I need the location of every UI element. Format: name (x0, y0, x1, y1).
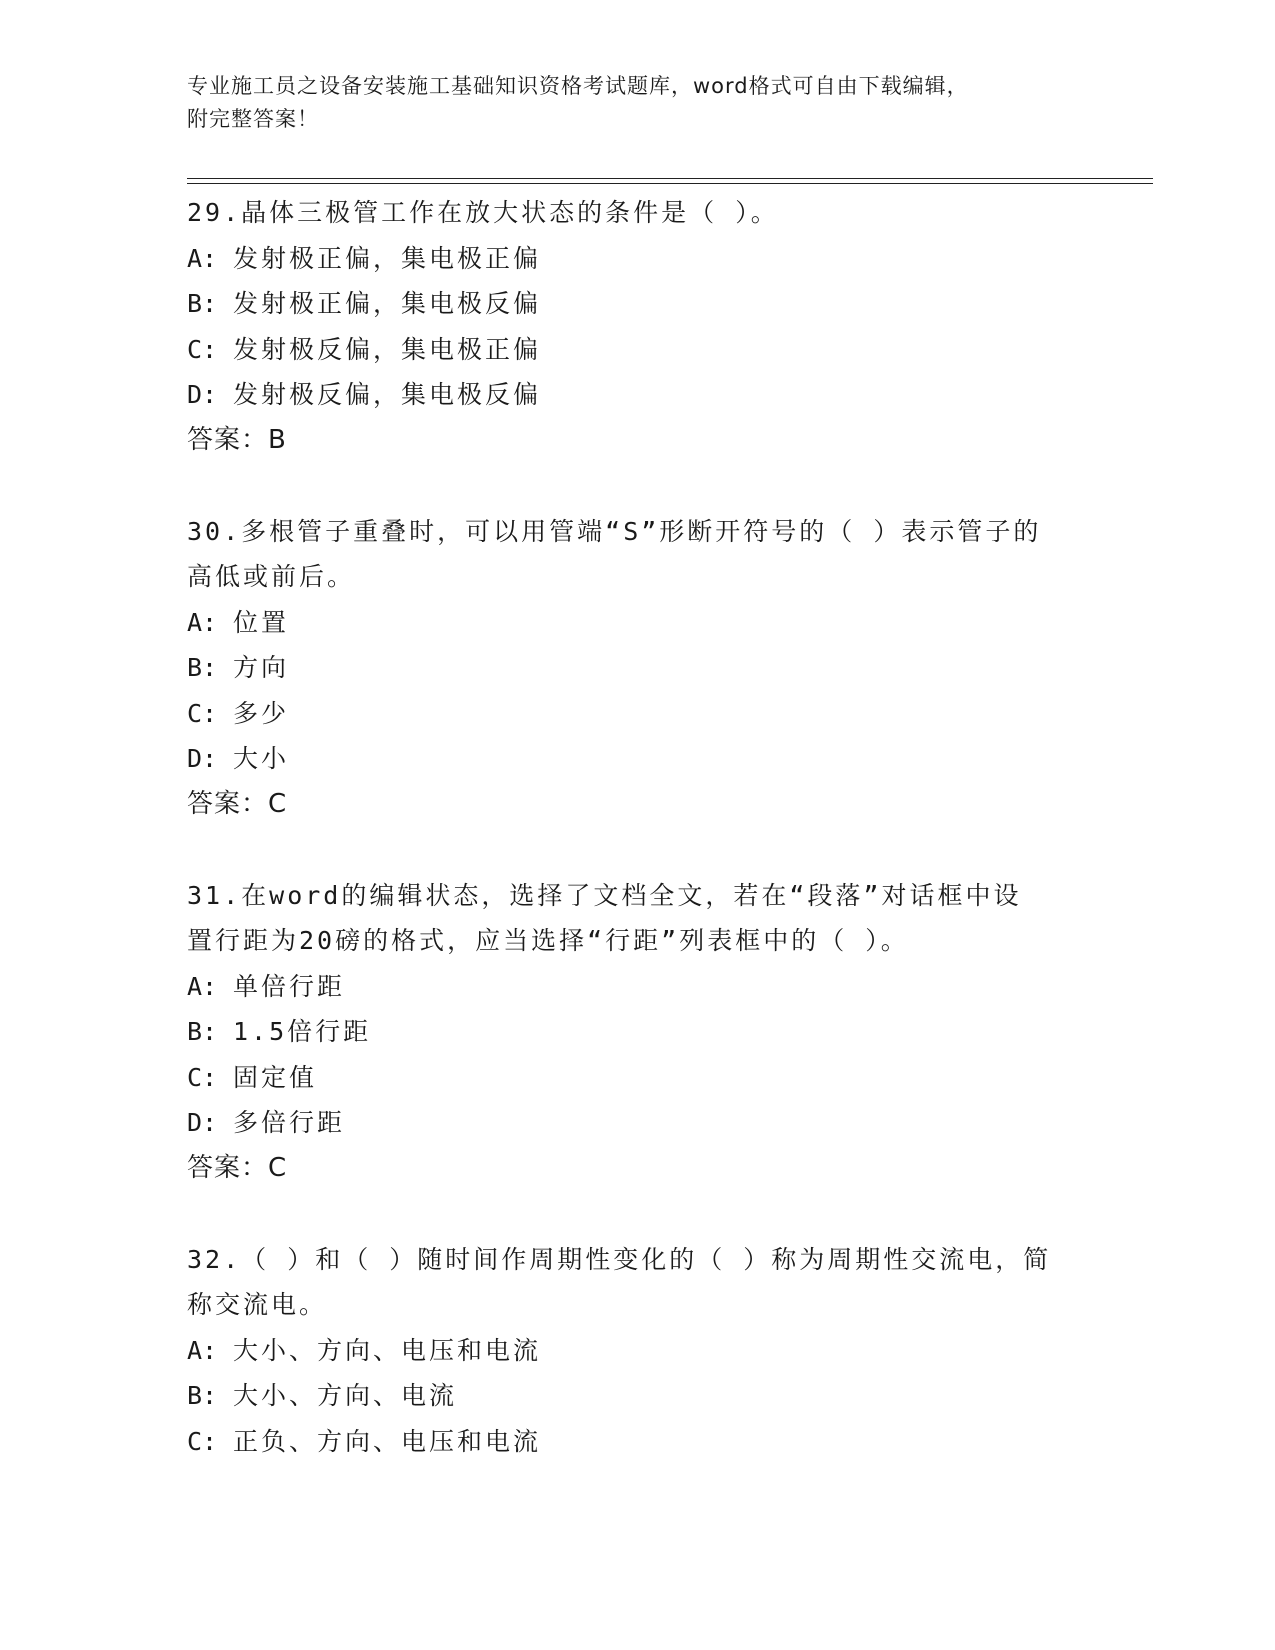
option-b (187, 281, 1087, 327)
option-letter: A: (187, 243, 218, 273)
question-stem: 32.（ ）和（ ）随时间作周期性变化的（ ）称为周期性交流电，简 (187, 1244, 1052, 1274)
option-a (187, 1328, 1087, 1374)
option-letter: C: (187, 334, 218, 364)
option-text: 发射极正偏，集电极反偏 (233, 289, 542, 318)
question-stem: 30.多根管子重叠时，可以用管端“S”形断开符号的（ ）表示管子的 (187, 516, 1042, 546)
header-divider-bottom (187, 183, 1153, 184)
option-letter: B: (187, 1381, 218, 1410)
page-header (187, 70, 1087, 136)
question-stem: 31.在word的编辑状态，选择了文档全文，若在“段落”对话框中设 (187, 880, 1022, 910)
option-text: 发射极反偏，集电极正偏 (233, 334, 542, 364)
option-letter: A: (187, 971, 218, 1001)
option-text: 大小、方向、电压和电流 (233, 1335, 542, 1365)
question-31 (187, 873, 1087, 1192)
option-letter: B: (187, 289, 218, 318)
option-d (187, 736, 1087, 782)
header-line-1: 专业施工员之设备安装施工基础知识资格考试题库，word格式可自由下载编辑， (187, 74, 969, 98)
option-text: 多倍行距 (233, 1108, 346, 1137)
option-text: 正负、方向、电压和电流 (233, 1426, 542, 1456)
question-stem: 29.晶体三极管工作在放大状态的条件是（ ）。 (187, 198, 779, 227)
option-letter: C: (187, 1426, 218, 1456)
option-a (187, 600, 1087, 646)
option-c (187, 327, 1087, 373)
option-a (187, 964, 1087, 1010)
option-c (187, 1055, 1087, 1101)
option-text: 固定值 (233, 1062, 318, 1092)
option-text: 1.5倍行距 (233, 1017, 372, 1046)
question-spacer (187, 827, 1087, 873)
question-30 (187, 509, 1087, 828)
option-text: 方向 (233, 653, 290, 682)
answer-line: 答案：B (187, 424, 287, 455)
answer-line: 答案：C (187, 788, 288, 819)
question-29 (187, 190, 1087, 463)
option-text: 发射极正偏，集电极正偏 (233, 243, 542, 273)
option-b (187, 645, 1087, 691)
option-text: 单倍行距 (233, 971, 346, 1001)
option-b (187, 1373, 1087, 1419)
option-letter: D: (187, 380, 218, 409)
option-a (187, 236, 1087, 282)
option-d (187, 1100, 1087, 1146)
header-line-2: 附完整答案！ (187, 107, 319, 131)
option-text: 发射极反偏，集电极反偏 (233, 380, 542, 409)
option-letter: C: (187, 1062, 218, 1092)
option-text: 大小 (233, 744, 290, 773)
option-letter: B: (187, 1017, 218, 1046)
question-spacer (187, 1191, 1087, 1237)
question-stem-continued: 高低或前后。 (187, 562, 356, 591)
option-c (187, 691, 1087, 737)
question-spacer (187, 463, 1087, 509)
question-stem-continued: 称交流电。 (187, 1290, 328, 1319)
option-d (187, 372, 1087, 418)
question-list (187, 190, 1087, 1464)
answer-line: 答案：C (187, 1152, 288, 1183)
option-text: 大小、方向、电流 (233, 1381, 458, 1410)
question-stem-continued: 置行距为20磅的格式，应当选择“行距”列表框中的（ ）。 (187, 926, 909, 955)
option-b (187, 1009, 1087, 1055)
option-letter: A: (187, 607, 218, 637)
option-letter: C: (187, 698, 218, 728)
question-32 (187, 1237, 1087, 1465)
header-divider-top (187, 178, 1153, 179)
option-c (187, 1419, 1087, 1465)
option-text: 多少 (233, 698, 290, 728)
option-letter: A: (187, 1335, 218, 1365)
option-text: 位置 (233, 607, 290, 637)
option-letter: D: (187, 1108, 218, 1137)
option-letter: D: (187, 744, 218, 773)
option-letter: B: (187, 653, 218, 682)
